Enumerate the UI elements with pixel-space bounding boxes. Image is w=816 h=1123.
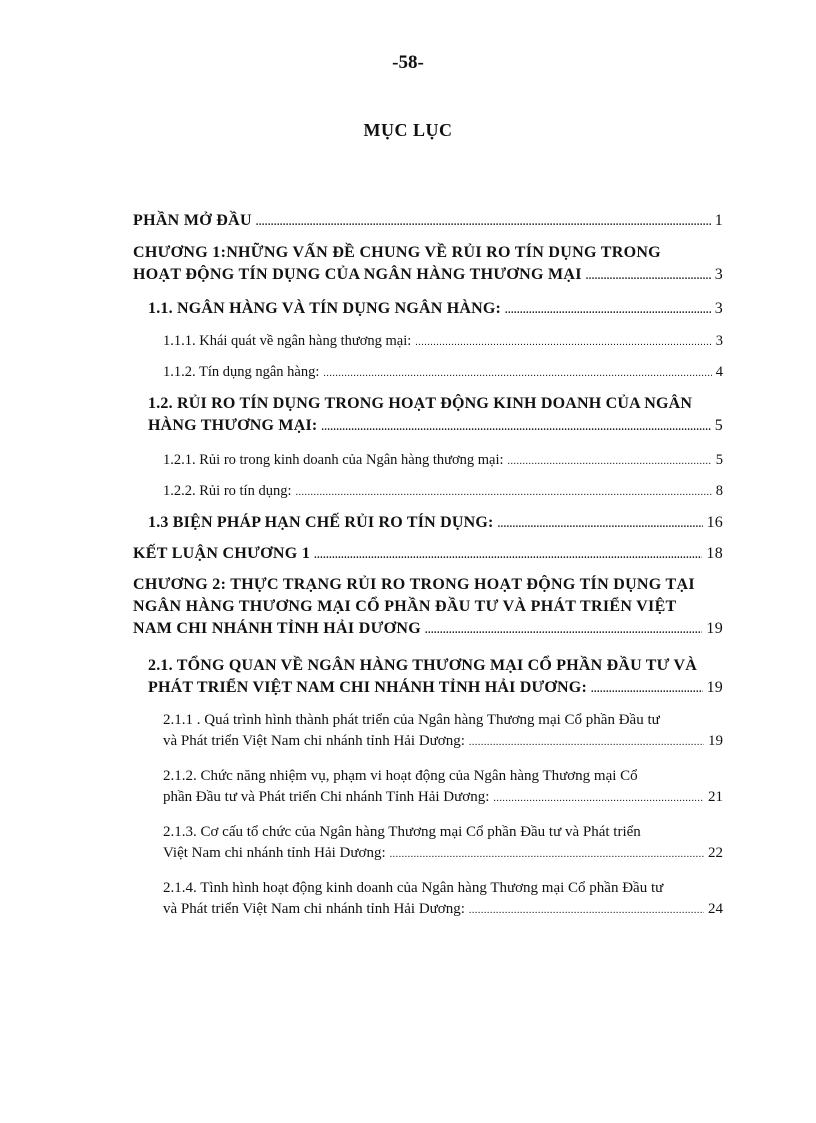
toc-page-number: 19 <box>708 733 723 749</box>
page-number: -58- <box>392 52 424 73</box>
toc-entry-text: HÀNG THƯƠNG MẠI: <box>148 417 318 434</box>
toc-entry-1-3[interactable] <box>148 514 723 532</box>
dot-leader <box>508 456 712 467</box>
toc-entry-text: phần Đầu tư và Phát triển Chi nhánh Tỉnh Hải Dương: <box>163 789 490 805</box>
toc-entry-text: 2.1.4. Tình hình hoạt động kinh doanh của Ngân hàng Thương mại Cổ phần Đầu tư <box>163 880 664 896</box>
toc-entry-text: 1.3 BIỆN PHÁP HẠN CHẾ RỦI RO TÍN DỤNG: <box>148 514 494 531</box>
toc-entry-1-1-2[interactable] <box>163 364 723 381</box>
toc-entry-2-1[interactable] <box>148 657 723 697</box>
toc-entry-text: và Phát triển Việt Nam chi nhánh tỉnh Hải Dương: <box>163 901 465 917</box>
toc-entry-2-1-3[interactable] <box>163 824 723 862</box>
toc-entry-2-1-4[interactable] <box>163 880 723 918</box>
toc-page-number: 4 <box>715 364 723 380</box>
toc-entry-text: 2.1.3. Cơ cấu tổ chức của Ngân hàng Thương mại Cổ phần Đầu tư và Phát triển <box>163 824 641 840</box>
toc-page-number: 3 <box>714 266 723 283</box>
toc-page-number: 5 <box>715 452 723 468</box>
toc-entry-text: 1.1.2. Tín dụng ngân hàng: <box>163 364 320 380</box>
dot-leader <box>591 684 703 695</box>
toc-entry-1-1-1[interactable] <box>163 333 723 350</box>
toc-entry-1-2-1[interactable] <box>163 452 723 469</box>
toc-entry-text: PHÁT TRIỂN VIỆT NAM CHI NHÁNH TỈNH HẢI DƯƠNG: <box>148 679 587 696</box>
dot-leader <box>493 793 704 804</box>
toc-entry-chapter-2[interactable] <box>133 576 723 638</box>
dot-leader <box>505 305 711 316</box>
toc-entry-text: CHƯƠNG 2: THỰC TRẠNG RỦI RO TRONG HOẠT ĐỘNG TÍN DỤNG TẠI <box>133 576 695 593</box>
toc-entry-intro[interactable] <box>133 212 723 230</box>
dot-leader <box>321 422 710 433</box>
dot-leader <box>425 625 702 636</box>
toc-page-number: 22 <box>708 845 723 861</box>
toc-entry-text: 1.2. RỦI RO TÍN DỤNG TRONG HOẠT ĐỘNG KINH DOANH CỦA NGÂN <box>148 395 693 412</box>
toc-entry-text: và Phát triển Việt Nam chi nhánh tỉnh Hải Dương: <box>163 733 465 749</box>
toc-page-number: 16 <box>706 514 723 531</box>
toc-page-number: 3 <box>715 333 723 349</box>
toc-page-number: 8 <box>715 483 723 499</box>
toc-entry-text: 2.1. TỔNG QUAN VỀ NGÂN HÀNG THƯƠNG MẠI CỔ PHẦN ĐẦU TƯ VÀ <box>148 657 698 674</box>
toc-entry-text: NGÂN HÀNG THƯƠNG MẠI CỔ PHẦN ĐẦU TƯ VÀ PHÁT TRIỂN VIỆT <box>133 598 677 615</box>
toc-entry-2-1-1[interactable] <box>163 712 723 750</box>
toc-page-number: 18 <box>706 545 723 562</box>
dot-leader <box>469 737 704 748</box>
dot-leader <box>586 271 711 282</box>
toc-title: MỤC LỤC <box>363 120 453 140</box>
dot-leader <box>296 487 712 498</box>
toc-page-number: 21 <box>708 789 723 805</box>
dot-leader <box>498 519 703 530</box>
toc-entry-text: 1.2.2. Rủi ro tín dụng: <box>163 483 292 499</box>
dot-leader <box>415 337 711 348</box>
dot-leader <box>390 849 704 860</box>
dot-leader <box>256 217 711 228</box>
toc-entry-text: CHƯƠNG 1:NHỮNG VẤN ĐỀ CHUNG VỀ RỦI RO TÍN DỤNG TRONG <box>133 244 661 261</box>
dot-leader <box>469 905 704 916</box>
toc-entry-text: 2.1.2. Chức năng nhiệm vụ, phạm vi hoạt động của Ngân hàng Thương mại Cổ <box>163 768 638 784</box>
toc-page-number: 19 <box>706 679 723 696</box>
dot-leader <box>314 550 702 561</box>
toc-page-number: 19 <box>706 620 723 637</box>
toc-entry-1-2[interactable] <box>148 395 723 435</box>
toc-entry-conclusion-1[interactable] <box>133 545 723 563</box>
dot-leader <box>323 368 711 379</box>
toc-entry-text: HOẠT ĐỘNG TÍN DỤNG CỦA NGÂN HÀNG THƯƠNG MẠI <box>133 266 582 283</box>
toc-entry-text: PHẦN MỞ ĐẦU <box>133 212 252 229</box>
toc-entry-text: Việt Nam chi nhánh tỉnh Hải Dương: <box>163 845 386 861</box>
toc-entry-2-1-2[interactable] <box>163 768 723 806</box>
toc-entry-1-2-2[interactable] <box>163 483 723 500</box>
toc-entry-1-1[interactable] <box>148 300 723 318</box>
toc-page-number: 1 <box>714 212 723 229</box>
toc-page-number: 3 <box>714 300 723 317</box>
toc-entry-text: 1.2.1. Rủi ro trong kinh doanh của Ngân hàng thương mại: <box>163 452 504 468</box>
toc-entry-text: 1.1.1. Khái quát về ngân hàng thương mại: <box>163 333 412 349</box>
toc-page-number: 24 <box>708 901 723 917</box>
toc-entry-text: KẾT LUẬN CHƯƠNG 1 <box>133 545 311 562</box>
toc-entry-text: NAM CHI NHÁNH TỈNH HẢI DƯƠNG <box>133 620 421 637</box>
toc-page-number: 5 <box>714 417 723 434</box>
toc-entry-chapter-1[interactable] <box>133 244 723 284</box>
toc-entry-text: 2.1.1 . Quá trình hình thành phát triển của Ngân hàng Thương mại Cổ phần Đầu tư <box>163 712 660 728</box>
toc-entry-text: 1.1. NGÂN HÀNG VÀ TÍN DỤNG NGÂN HÀNG: <box>148 300 502 317</box>
